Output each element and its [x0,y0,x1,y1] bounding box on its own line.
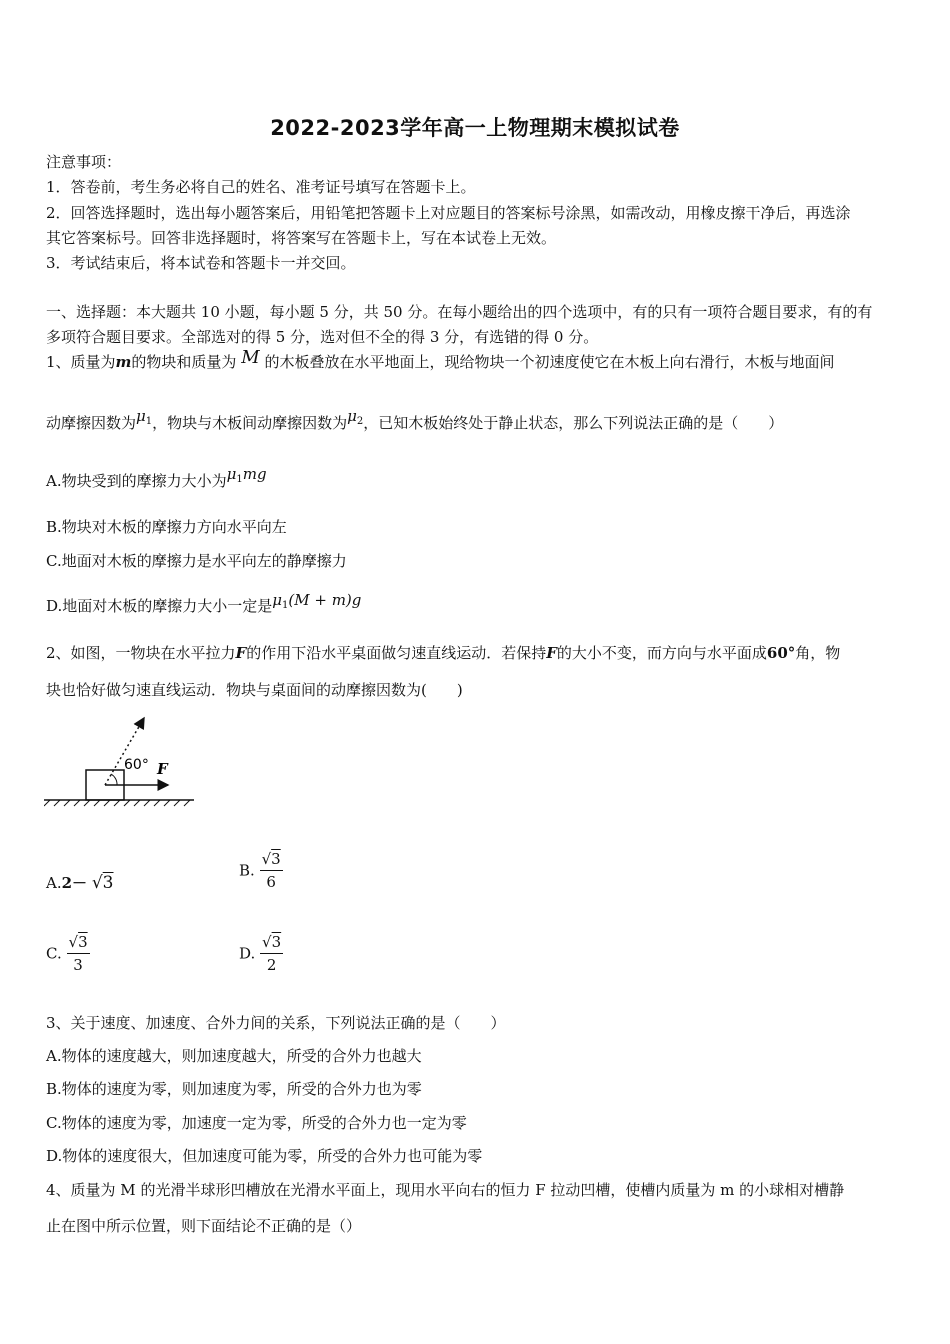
q1-text-e: ，物块与木板间动摩擦因数为 [152,414,348,432]
q2-option-c: C. $\frac{√3}{3}$ [46,933,88,974]
notice-item-2: 2．回答选择题时，选出每小题答案后，用铅笔把答题卡上对应题目的答案标号涂黑，如需改动，用橡皮擦干净后，再选涂 [46,204,851,222]
q3-option-d: D.物体的速度很大，但加速度可能为零，所受的合外力也可能为零 [46,1147,483,1165]
q3-option-c: C.物体的速度为零，加速度一定为零，所受的合外力也一定为零 [46,1114,467,1132]
q2-force-F: F [235,644,247,662]
q1-text-f: ，已知木板始终处于静止状态，那么下列说法正确的是（ ） [363,414,784,432]
q2-option-d: D. $\frac{√3}{2}$ [239,933,282,974]
q3-stem: 3、关于速度、加速度、合外力间的关系，下列说法正确的是（ ） [46,1014,506,1032]
angle-label: 60° [124,757,149,773]
angle-arc [111,774,117,785]
q1-text-a: 1、质量为 [46,353,116,371]
q4-stem-line1: 4、质量为 M 的光滑半球形凹槽放在光滑水平面上，现用水平向右的恒力 F 拉动凹槽，使槽内质量为 m 的小球相对槽静 [46,1181,845,1199]
q1-text-c: 的木板叠放在水平地面上，现给物块一个初速度使它在木板上向右滑行，木板与地面间 [264,353,835,371]
notice-item-2-cont: 其它答案标号。回答非选择题时，将答案写在答题卡上，写在本试卷上无效。 [46,229,557,247]
notice-item-1: 1．答卷前，考生务必将自己的姓名、准考证号填写在答题卡上。 [46,178,476,196]
q1-text-d: 动摩擦因数为 [46,414,137,432]
q1-stem-line1 [46,347,835,372]
q1-option-b: B.物块对木板的摩擦力方向水平向左 [46,518,287,536]
notice-item-3: 3．考试结束后，将本试卷和答题卡一并交回。 [46,254,356,272]
q2-force-diagram [44,713,204,817]
q1-mu1: $\mu_1$ [136,407,153,427]
q1-mass-M: M [241,347,260,368]
q2-stem-line2: 块也恰好做匀速直线运动．物块与桌面间的动摩擦因数为( ) [46,681,463,699]
q3-option-b: B.物体的速度为零，则加速度为零，所受的合外力也为零 [46,1080,422,1098]
section-heading-line1: 一、选择题：本大题共 10 小题，每小题 5 分，共 50 分。在每小题给出的四个选项中，有的只有一项符合题目要求，有的有 [46,303,873,321]
section-heading-line2: 多项符合题目要求。全部选对的得 5 分，选对但不全的得 3 分，有选错的得 0 分。 [46,328,599,346]
q3-option-a: A.物体的速度越大，则加速度越大，所受的合外力也越大 [46,1047,422,1065]
q2-option-a: A.2－ √3 [46,873,114,893]
force-label: F [157,760,168,778]
notice-heading: 注意事项： [46,153,122,171]
q4-stem-line2: 止在图中所示位置，则下面结论不正确的是（） [46,1217,362,1235]
q2-option-b: B. $\frac{√3}{6}$ [239,850,281,891]
q1-text-b: 的物块和质量为 [131,353,237,371]
q1-option-d: D.地面对木板的摩擦力大小一定是$\mu_1(M + m)g$ [46,591,362,615]
ground-hatch [44,800,190,806]
q1-option-a: A.物块受到的摩擦力大小为$\mu_1mg$ [46,465,267,490]
page-title: 2022-2023学年高一上物理期末模拟试卷 [270,116,680,140]
q1-mass-m: m [115,353,132,371]
q1-stem-line2 [46,407,784,439]
q1-option-c: C.地面对木板的摩擦力是水平向左的静摩擦力 [46,552,347,570]
q2-stem-line1: 2、如图，一物块在水平拉力F的作用下沿水平桌面做匀速直线运动．若保持F的大小不变，而方向与水平面成60°角，物 [46,644,841,662]
q1-mu2: $\mu_2$ [347,407,364,427]
